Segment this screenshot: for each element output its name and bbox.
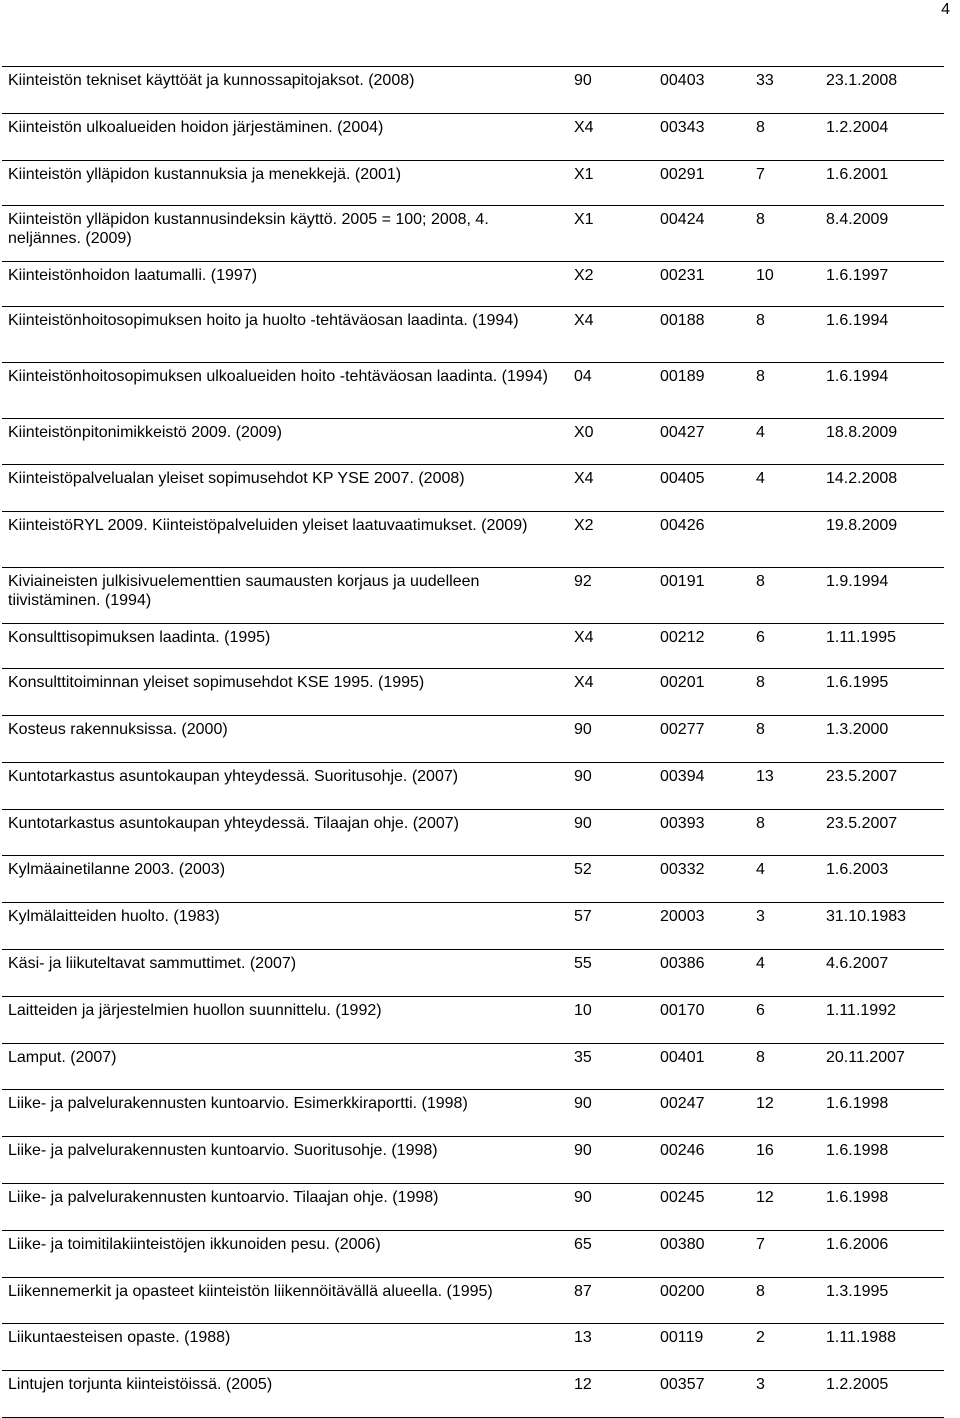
row-number: 00424 [660,210,705,228]
table-row [2,1278,944,1325]
row-pages: 12 [756,1188,774,1206]
row-pages: 8 [756,118,765,136]
row-date: 1.3.1995 [826,1282,889,1300]
row-date: 8.4.2009 [826,210,889,228]
row-date: 1.6.1997 [826,266,889,284]
table-row [2,624,944,669]
row-title: Kiviaineisten julkisivuelementtien saumausten korjaus ja uudelleen tiivistäminen. (1994) [8,573,480,610]
row-number: 00357 [660,1376,705,1394]
row-number: 00426 [660,517,705,535]
row-pages: 7 [756,1235,765,1253]
row-title: Kylmäainetilanne 2003. (2003) [8,861,226,879]
table-row [2,1231,944,1278]
row-title: Liikuntaesteisen opaste. (1988) [8,1329,231,1347]
row-date: 1.6.1998 [826,1142,889,1160]
row-date: 1.6.2001 [826,165,889,183]
row-pages: 8 [756,814,765,832]
row-title: Kiinteistön ylläpidon kustannusindeksin käyttö. 2005 = 100; 2008, 4. neljännes. (2009) [8,210,489,247]
row-number: 00291 [660,165,705,183]
table-row [2,206,944,262]
table-row [2,1137,944,1184]
row-title: Liikennemerkit ja opasteet kiinteistön liikennöitävällä alueella. (1995) [8,1282,493,1300]
row-number: 00170 [660,1001,705,1019]
row-number: 00200 [660,1282,705,1300]
table-row [2,161,944,206]
row-code: 90 [574,767,592,785]
row-title: Konsulttitoiminnan yleiset sopimusehdot KSE 1995. (1995) [8,674,425,692]
table-row [2,810,944,857]
row-title: Lintujen torjunta kiinteistöissä. (2005) [8,1376,273,1394]
row-number: 00405 [660,470,705,488]
row-title: Laitteiden ja järjestelmien huollon suunnittelu. (1992) [8,1001,382,1019]
row-pages: 7 [756,165,765,183]
row-pages: 13 [756,767,774,785]
table-row [2,856,944,903]
row-number: 00277 [660,720,705,738]
row-pages: 4 [756,423,765,441]
row-number: 00427 [660,423,705,441]
row-number: 20003 [660,908,705,926]
row-title: Kosteus rakennuksissa. (2000) [8,720,228,738]
row-title: KiinteistöRYL 2009. Kiinteistöpalveluiden yleiset laatuvaatimukset. (2009) [8,517,528,535]
table-row [2,568,944,624]
row-title: Kiinteistönhoidon laatumalli. (1997) [8,266,258,284]
row-pages: 8 [756,367,765,385]
row-number: 00191 [660,573,705,591]
row-code: X4 [574,629,594,647]
document-table [2,66,944,1418]
row-pages: 8 [756,573,765,591]
row-title: Konsulttisopimuksen laadinta. (1995) [8,629,271,647]
row-date: 23.5.2007 [826,767,898,785]
row-title: Liike- ja palvelurakennusten kuntoarvio. Suoritusohje. (1998) [8,1142,438,1160]
table-row [2,1324,944,1371]
row-code: 87 [574,1282,592,1300]
row-pages [750,512,820,567]
row-title: Liike- ja toimitilakiinteistöjen ikkunoiden pesu. (2006) [8,1235,381,1253]
row-number: 00231 [660,266,705,284]
row-date: 1.2.2004 [826,118,889,136]
table-row [2,997,944,1044]
table-row [2,419,944,466]
row-date: 1.9.1994 [826,573,889,591]
table-row [2,262,944,307]
table-row [2,307,944,363]
row-code: 04 [574,367,592,385]
page-number: 4 [941,1,950,18]
row-code: 90 [574,814,592,832]
table-row [2,716,944,763]
row-code: 90 [574,1142,592,1160]
row-pages: 3 [756,908,765,926]
row-pages: 4 [756,470,765,488]
row-pages: 4 [756,954,765,972]
table-row [2,465,944,512]
row-code: 12 [574,1376,592,1394]
row-title: Kiinteistönhoitosopimuksen hoito ja huolto -tehtäväosan laadinta. (1994) [8,311,519,329]
row-pages: 12 [756,1095,774,1113]
row-pages: 6 [756,629,765,647]
row-number: 00246 [660,1142,705,1160]
row-code: X1 [574,210,594,228]
row-code: 10 [574,1001,592,1019]
table-row [2,1044,944,1091]
table-row [2,1090,944,1137]
row-code: 57 [574,908,592,926]
row-pages: 8 [756,720,765,738]
row-number: 00247 [660,1095,705,1113]
row-date: 18.8.2009 [826,423,898,441]
row-pages: 2 [756,1329,765,1347]
row-number: 00394 [660,767,705,785]
row-title: Kiinteistönpitonimikkeistö 2009. (2009) [8,423,282,441]
row-code: 92 [574,573,592,591]
row-title: Kiinteistön ylläpidon kustannuksia ja menekkejä. (2001) [8,165,402,183]
row-code: 90 [574,72,592,89]
row-number: 00332 [660,861,705,879]
row-date: 1.3.2000 [826,720,889,738]
row-code: 90 [574,1095,592,1113]
row-pages: 10 [756,266,774,284]
row-code: X4 [574,311,594,329]
row-number: 00212 [660,629,705,647]
row-code: X4 [574,118,594,136]
row-pages: 8 [756,210,765,228]
row-number: 00380 [660,1235,705,1253]
row-code: X0 [574,423,594,441]
row-date: 1.6.1994 [826,367,889,385]
row-pages: 3 [756,1376,765,1394]
table-row [2,363,944,419]
row-title: Kiinteistönhoitosopimuksen ulkoalueiden hoito -tehtäväosan laadinta. (1994) [8,367,548,385]
row-code: 90 [574,1188,592,1206]
row-date: 1.11.1992 [826,1001,896,1019]
table-row [2,114,944,161]
row-code: 13 [574,1329,592,1347]
row-pages: 8 [756,1282,765,1300]
row-pages: 8 [756,1048,765,1066]
row-code: 35 [574,1048,592,1066]
row-date: 31.10.1983 [826,908,907,926]
table-row [2,1184,944,1231]
row-number: 00201 [660,674,705,692]
row-pages: 8 [756,311,765,329]
row-pages: 6 [756,1001,765,1019]
row-title: Liike- ja palvelurakennusten kuntoarvio. Esimerkkiraportti. (1998) [8,1095,468,1113]
row-date: 1.11.1988 [826,1329,896,1347]
row-date: 1.6.1998 [826,1095,889,1113]
row-date: 23.1.2008 [826,72,898,89]
row-number: 00343 [660,118,705,136]
table-row [2,512,944,568]
row-title: Liike- ja palvelurakennusten kuntoarvio. Tilaajan ohje. (1998) [8,1188,439,1206]
row-title: Kylmälaitteiden huolto. (1983) [8,908,220,926]
row-date: 1.6.2003 [826,861,889,879]
row-number: 00245 [660,1188,705,1206]
row-title: Kiinteistön ulkoalueiden hoidon järjestäminen. (2004) [8,118,384,136]
row-pages: 33 [756,72,774,89]
row-title: Lamput. (2007) [8,1048,117,1066]
table-row [2,950,944,997]
row-pages: 16 [756,1142,774,1160]
row-number: 00386 [660,954,705,972]
row-code: X4 [574,470,594,488]
row-title: Kuntotarkastus asuntokaupan yhteydessä. Tilaajan ohje. (2007) [8,814,459,832]
row-title: Kiinteistön tekniset käyttöät ja kunnossapitojaksot. (2008) [8,72,415,89]
table-row [2,903,944,950]
row-code: 90 [574,720,592,738]
row-code: 65 [574,1235,592,1253]
row-number: 00393 [660,814,705,832]
row-number: 00119 [660,1329,704,1347]
row-date: 19.8.2009 [826,517,898,535]
table-row [2,1371,944,1418]
row-date: 14.2.2008 [826,470,898,488]
row-pages: 8 [756,674,765,692]
row-code: X2 [574,517,594,535]
table-row [2,67,944,114]
row-date: 23.5.2007 [826,814,898,832]
table-row [2,669,944,716]
row-date: 1.6.1994 [826,311,889,329]
row-code: X4 [574,674,594,692]
row-number: 00189 [660,367,705,385]
row-date: 1.2.2005 [826,1376,889,1394]
row-title: Kiinteistöpalvelualan yleiset sopimusehdot KP YSE 2007. (2008) [8,470,465,488]
row-code: 55 [574,954,592,972]
row-date: 1.11.1995 [826,629,896,647]
row-code: 52 [574,861,592,879]
row-date: 4.6.2007 [826,954,889,972]
row-title: Kuntotarkastus asuntokaupan yhteydessä. Suoritusohje. (2007) [8,767,459,785]
row-date: 1.6.1998 [826,1188,889,1206]
row-date: 20.11.2007 [826,1048,905,1066]
row-code: X1 [574,165,594,183]
table-row [2,763,944,810]
row-pages: 4 [756,861,765,879]
row-date: 1.6.1995 [826,674,889,692]
row-number: 00403 [660,72,705,89]
row-number: 00188 [660,311,705,329]
row-number: 00401 [660,1048,705,1066]
row-code: X2 [574,266,594,284]
row-title: Käsi- ja liikuteltavat sammuttimet. (2007) [8,954,297,972]
row-date: 1.6.2006 [826,1235,889,1253]
